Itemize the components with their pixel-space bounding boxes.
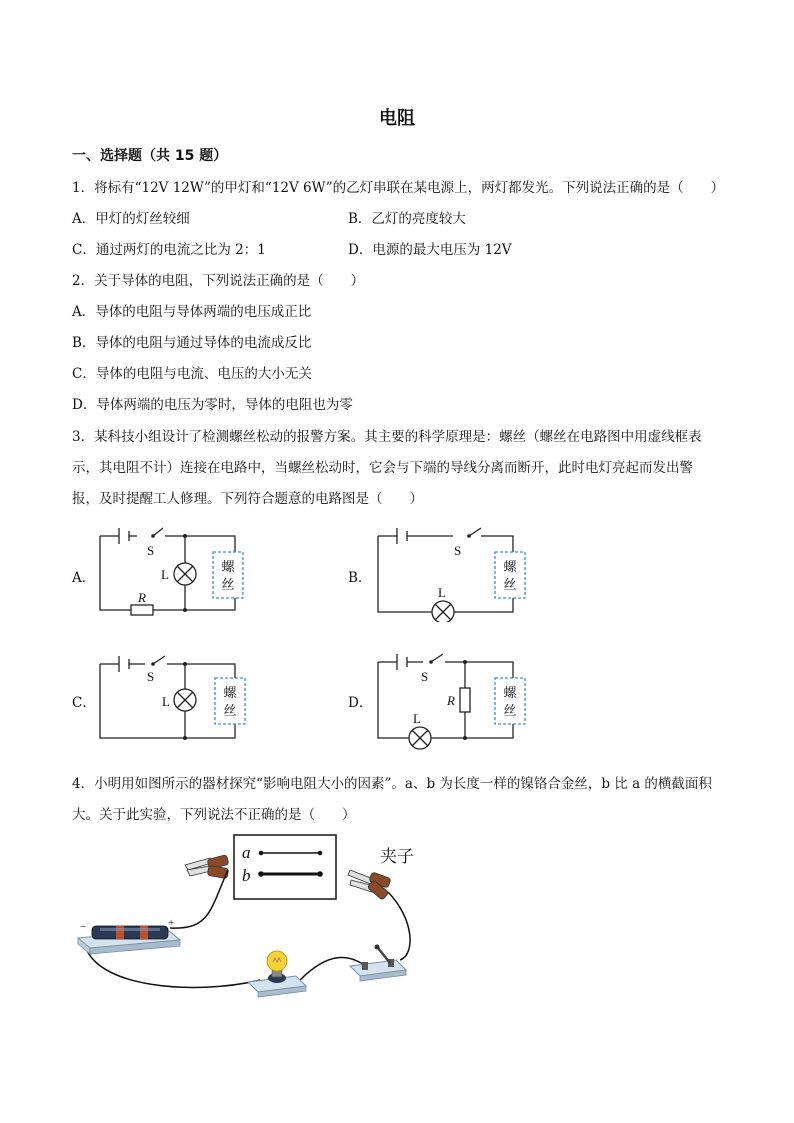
lamp-label: L — [413, 711, 421, 726]
q3-option-a-label[interactable]: A． — [72, 570, 96, 586]
right-clip-icon[interactable] — [348, 870, 391, 900]
battery-minus-label: − — [80, 921, 87, 933]
battery-icon — [78, 926, 180, 954]
q3-option-c-label[interactable]: C． — [72, 695, 96, 711]
circuit-c-diagram[interactable] — [95, 650, 255, 745]
q2-option-d[interactable]: D．导体两端的电压为零时，导体的电阻也为零 — [72, 397, 353, 413]
screw-label-top: 螺 — [223, 685, 237, 700]
resistor-label: R — [138, 590, 146, 605]
q3-stem-line3: 报，及时提醒工人修理。下列符合题意的电路图是（ ） — [72, 491, 423, 507]
screw-label-top: 螺 — [503, 559, 517, 574]
lamp-label: L — [162, 694, 170, 709]
switch-label: S — [454, 543, 462, 558]
screw-label-bottom: 丝 — [223, 703, 237, 718]
battery-plus-label: + — [168, 917, 175, 929]
section-heading: 一、选择题（共 15 题） — [72, 148, 228, 164]
q1-option-a[interactable]: A．甲灯的灯丝较细 — [72, 211, 190, 227]
screw-label-top: 螺 — [503, 685, 517, 700]
light-bulb-icon — [248, 951, 306, 997]
q1-stem: 1．将标有“12V 12W”的甲灯和“12V 6W”的乙灯串联在某电源上，两灯都发光。下列说法正确的是（ ） — [72, 180, 725, 196]
q3-stem-line2: 示，其电阻不计）连接在电路中，当螺丝松动时，它会与下端的导线分离而断开，此时电灯亮起而发出警 — [72, 460, 693, 476]
circuit-d-diagram[interactable] — [373, 648, 533, 754]
q4-stem-line2: 大。关于此实验，下列说法不正确的是（ ） — [72, 807, 356, 823]
screw-label-bottom: 丝 — [503, 703, 517, 718]
circuit-b-diagram[interactable] — [373, 522, 533, 622]
q2-option-c[interactable]: C．导体的电阻与电流、电压的大小无关 — [72, 366, 312, 382]
left-clip-icon[interactable] — [185, 855, 229, 879]
knife-switch-icon[interactable] — [350, 945, 406, 982]
q1-option-c[interactable]: C．通过两灯的电流之比为 2：1 — [72, 242, 266, 258]
apparatus-illustration[interactable] — [70, 830, 430, 1005]
switch-label: S — [421, 669, 429, 684]
resistor-label: R — [447, 693, 455, 708]
q1-option-d[interactable]: D．电源的最大电压为 12V — [348, 242, 512, 258]
circuit-a-diagram[interactable] — [95, 522, 255, 617]
lamp-label: L — [438, 585, 446, 600]
page-title: 电阻 — [379, 108, 415, 129]
wire-b-label: b — [242, 866, 251, 885]
q2-stem: 2．关于导体的电阻，下列说法正确的是（ ） — [72, 273, 365, 289]
q1-option-b[interactable]: B．乙灯的亮度较大 — [348, 211, 466, 227]
q3-option-b-label[interactable]: B． — [348, 570, 372, 586]
screw-label-top: 螺 — [221, 559, 235, 574]
switch-label: S — [147, 543, 155, 558]
clip-label: 夹子 — [380, 847, 414, 866]
screw-label-bottom: 丝 — [503, 577, 517, 592]
q4-stem-line1: 4．小明用如图所示的器材探究“影响电阻大小的因素”。a、b 为长度一样的镍铬合金丝，b 比 a 的横截面积 — [72, 776, 712, 792]
wire-a-label: a — [242, 843, 251, 862]
q2-option-b[interactable]: B．导体的电阻与通过导体的电流成反比 — [72, 335, 312, 351]
lamp-label: L — [161, 567, 169, 582]
q3-stem-line1: 3．某科技小组设计了检测螺丝松动的报警方案。其主要的科学原理是：螺丝（螺丝在电路图中用虚线框表 — [72, 429, 702, 445]
q3-option-d-label[interactable]: D． — [348, 695, 373, 711]
switch-label: S — [147, 669, 155, 684]
screw-label-bottom: 丝 — [221, 577, 235, 592]
q2-option-a[interactable]: A．导体的电阻与导体两端的电压成正比 — [72, 304, 312, 320]
